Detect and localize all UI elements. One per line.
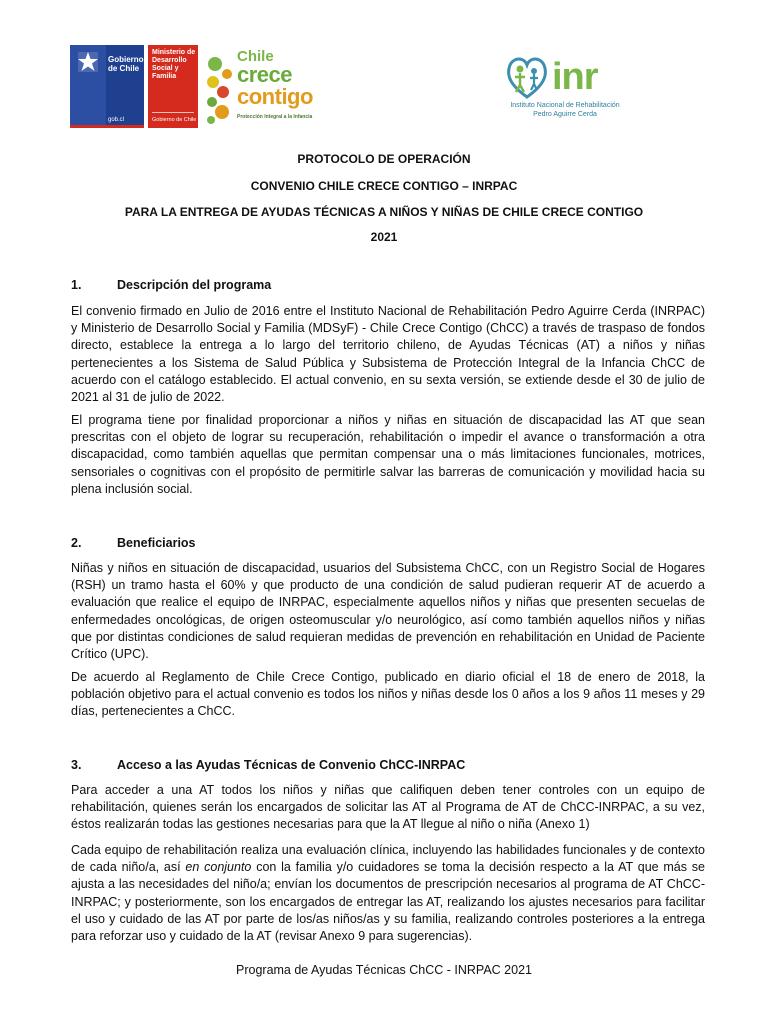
- title-line-3: PARA LA ENTREGA DE AYUDAS TÉCNICAS A NIÑOS Y NIÑAS DE CHILE CRECE CONTIGO: [124, 205, 644, 219]
- title-line-1: PROTOCOLO DE OPERACIÓN: [297, 152, 471, 166]
- section-3-heading: [71, 758, 465, 772]
- section-title: Acceso a las Ayudas Técnicas de Convenio ChCC-INRPAC: [117, 758, 466, 772]
- gobierno-de-chile-logo: Gobierno de Chile gob.cl: [70, 45, 144, 128]
- inr-logo: inr Instituto Nacional de Rehabilitación Pedro Aguirre Cerda: [500, 55, 630, 125]
- section-1-paragraph-1: El convenio firmado en Julio de 2016 entre el Instituto Nacional de Rehabilitación Pedro Aguirre Cerda (INRPAC) y Ministerio de Desarrollo Social y Familia (MDSyF) - Chile Crece Contigo (ChCC) a través de traspaso de fondos directo, establece la entrega a lo largo del territorio chileno, de Ayudas Técnicas (AT) a niños y niñas pertenecientes a los Sistema de Salud Pública y Subsistema de Protección Integral de la Infancia ChCC de acuerdo con el catálogo establecido. El actual convenio, en su sexta versión, se extiende desde el 30 de julio de 2021 al 31 de julio de 2022.: [71, 304, 705, 405]
- chile-crece-contigo-logo: Chile crece contigo Protección Integral a la Infancia: [205, 48, 330, 128]
- section-3-paragraph-1: Para acceder a una AT todos los niños y niñas que califiquen deben tener controles con un equipo de rehabilitación, quienes serán los encargados de solicitar las AT al Programa de AT de ChCC-INRPAC, a su vez, éstos realizarán todas las gestiones necesarias para que la AT llegue al niño o niña (Anexo 1): [71, 783, 705, 832]
- section-number: 2.: [71, 536, 82, 550]
- section-2-paragraph-2: De acuerdo al Reglamento de Chile Crece Contigo, publicado en diario oficial el 18 de enero de 2018, la población objetivo para el actual convenio es todos los niños y niñas desde los 0 años a los 9 años 11 meses y 29 días, pertenecientes a ChCC.: [71, 670, 705, 719]
- page-footer: Programa de Ayudas Técnicas ChCC - INRPAC 2021: [236, 963, 532, 977]
- section-1-heading: [71, 278, 271, 292]
- section-1-paragraph-2: El programa tiene por finalidad proporcionar a niños y niñas en situación de discapacidad las AT que sean prescritas con el objeto de lograr su recuperación, rehabilitación o impedir el avance o transformación a otra discapacidad, como también aquellas que permitan compensar una o más limitaciones funcionales, motrices, sensoriales o cognitivas con el propósito de permitirle salvar las barreras de comunicación y movilidad hacia su plena inclusión social.: [71, 413, 705, 496]
- section-2-paragraph-1: Niñas y niños en situación de discapacidad, usuarios del Subsistema ChCC, con un Registro Social de Hogares (RSH) un tramo hasta el 60% y que producto de una condición de salud pudieran requerir AT de acuerdo a evaluación que realice el equipo de INRPAC, especialmente aquellos niños y niñas que presenten secuelas de enfermedades oncológicas, de origen osteomuscular y/o neurológico, así como también aquellos niños y niñas que por distintas condiciones de salud requieran medidas de prevención en rehabilitación en Unidad de Paciente Crítico (UPC).: [71, 561, 705, 662]
- section-title: Descripción del programa: [117, 278, 272, 292]
- emphasis-en-conjunto: en conjunto: [185, 860, 252, 875]
- section-number: 1.: [71, 278, 82, 292]
- section-title: Beneficiarios: [117, 536, 196, 550]
- coat-of-arms-icon: [75, 49, 101, 75]
- section-number: 3.: [71, 758, 82, 772]
- colored-dots-icon: [205, 56, 235, 126]
- ministerio-desarrollo-social-logo: Ministerio de Desarrollo Social y Familia Gobierno de Chile: [148, 45, 198, 128]
- section-2-heading: [71, 536, 196, 550]
- heart-figures-icon: [504, 55, 550, 101]
- title-line-2: CONVENIO CHILE CRECE CONTIGO – INRPAC: [250, 179, 518, 193]
- section-3-paragraph-2: Cada equipo de rehabilitación realiza una evaluación clínica, incluyendo las habilidades funcionales y de contexto de cada niño/a, así en conjunto con la familia y/o cuidadores se toma la decisión respecto a la AT que más se ajusta a las necesidades del niño/a; envían los documentos de prescripción necesarios al programa de AT ChCC-INRPAC; y posteriormente, son los encargados de entregar las AT, realizando los ajustes necesarios para facilitar el uso y cuidado de las AT por parte de los/as niños/as y su familia, realizando controles posteriores a la entrega para reforzar uso y cuidado de la AT (revisar Anexo 9 para sugerencias).: [71, 843, 706, 944]
- title-year: 2021: [370, 230, 398, 244]
